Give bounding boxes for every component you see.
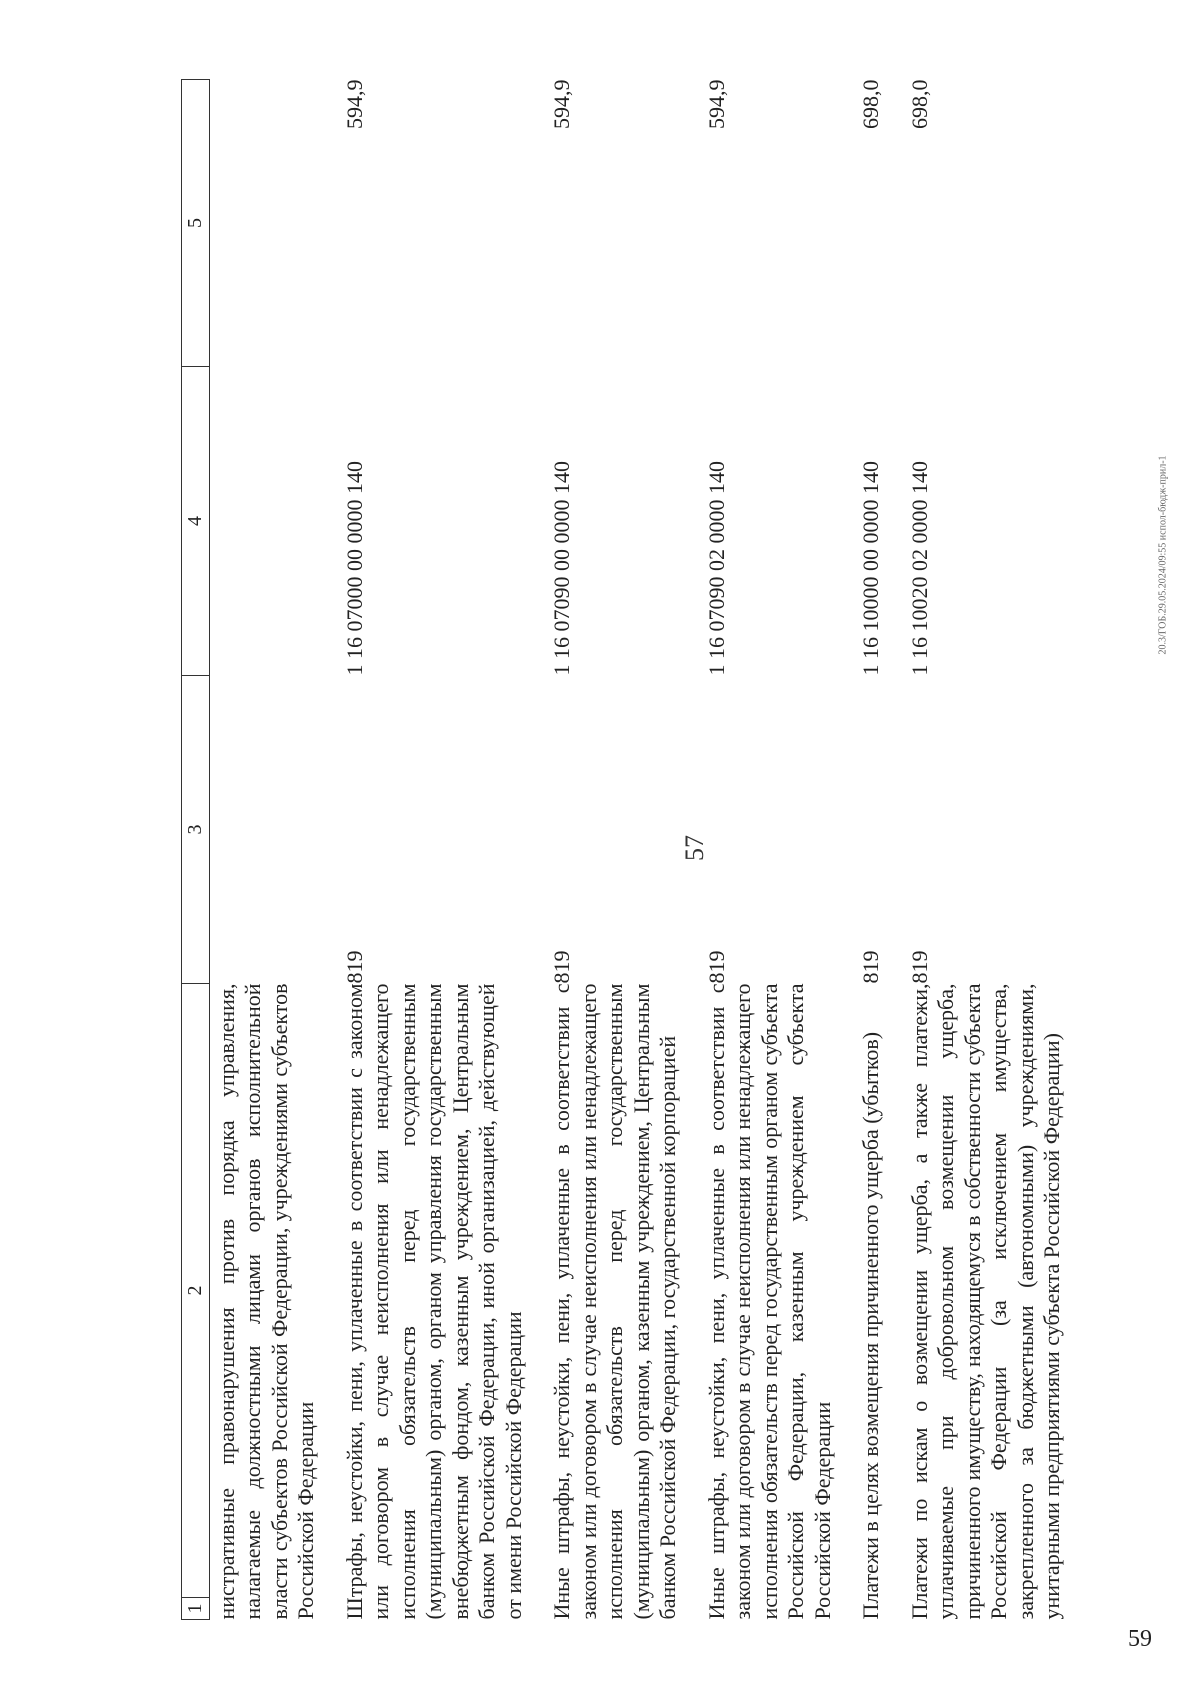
row-name: нистративные правонарушения против порядка управления, налагаемые должностными лицами органов исполнительной власти субъектов Российской Федерации, учреждениями субъектов Российской Федерации (213, 983, 318, 1620)
page-number-bottom: 59 (1128, 1626, 1152, 1652)
table-row (209, 80, 342, 1620)
table-row (704, 80, 859, 1620)
table-row (858, 80, 907, 1620)
header-col-1: 1 (182, 1598, 210, 1620)
row-admin-code: 819 (341, 950, 367, 984)
row-amount: 594,9 (341, 79, 367, 129)
row-kbk: 1 16 07090 00 0000 140 (549, 461, 574, 676)
row-name: Иные штрафы, неустойки, пени, уплаченные в соответствии с законом или договором в случае неисполнения или ненадлежащего исполнения обязательств перед государственным органом субъекта Российской Федерации, казенным учреждением субъекта Российской Федерации (703, 983, 835, 1620)
row-name: Штрафы, неустойки, пени, уплаченные в соответствии с законом или договором в случае неисполнения или ненадлежащего исполнения обязательств перед государственным (муниципальным) органом, органом управления государственным внебюджетным фондом, казенным учреждением, Центральным банком Российской Федерации, иной организацией, действующей от имени Российской Федерации (341, 983, 526, 1620)
row-amount: 698,0 (858, 79, 883, 129)
row-admin-code: 819 (858, 950, 883, 984)
row-amount: 594,9 (549, 79, 574, 129)
row-amount: 698,0 (906, 79, 932, 129)
row-amount: 594,9 (703, 79, 729, 129)
row-kbk: 1 16 07090 02 0000 140 (703, 461, 729, 676)
row-amount (209, 80, 342, 367)
row-admin-code: 819 (906, 950, 932, 984)
header-col-4: 4 (182, 367, 210, 676)
table-header-row (182, 80, 210, 1620)
row-kbk: 1 16 10000 00 0000 140 (858, 461, 883, 676)
header-col-3: 3 (182, 676, 210, 984)
row-kbk: 1 16 10020 02 0000 140 (906, 461, 932, 676)
footer-code: 20.3/ГОБ.29.05.2024/09:55 испол-бюдж-прил-1 (1157, 455, 1169, 655)
table-row (342, 80, 550, 1620)
page-number-top: 57 (680, 835, 709, 861)
header-col-5: 5 (182, 80, 210, 367)
row-name: Платежи по искам о возмещении ущерба, а также платежи, уплачиваемые при добровольном возмещении ущерба, причиненного имуществу, находящемуся в собственности субъекта Российской Федерации (за исключением имущества, закрепленного за бюджетными (автономными) учреждениями, унитарными предприятиями субъекта Российской Федерации) (906, 983, 1064, 1620)
row-name: Иные штрафы, неустойки, пени, уплаченные в соответствии с законом или договором в случае неисполнения или ненадлежащего исполнения обязательств перед государственным (муниципальным) органом, казенным учреждением, Центральным банком Российской Федерации, государственной корпорацией (549, 983, 680, 1620)
header-col-2: 2 (182, 984, 210, 1598)
row-admin-code (209, 676, 342, 984)
table-row (907, 80, 1088, 1620)
budget-table (181, 79, 1088, 1620)
row-admin-code: 819 (549, 950, 574, 984)
table-row (549, 80, 704, 1620)
row-name: Платежи в целях возмещения причиненного ущерба (убытков) (858, 1031, 883, 1620)
row-admin-code: 819 (703, 950, 729, 984)
budget-table-rotated (181, 79, 1064, 1620)
row-kbk (209, 367, 342, 676)
row-kbk: 1 16 07000 00 0000 140 (341, 461, 367, 676)
